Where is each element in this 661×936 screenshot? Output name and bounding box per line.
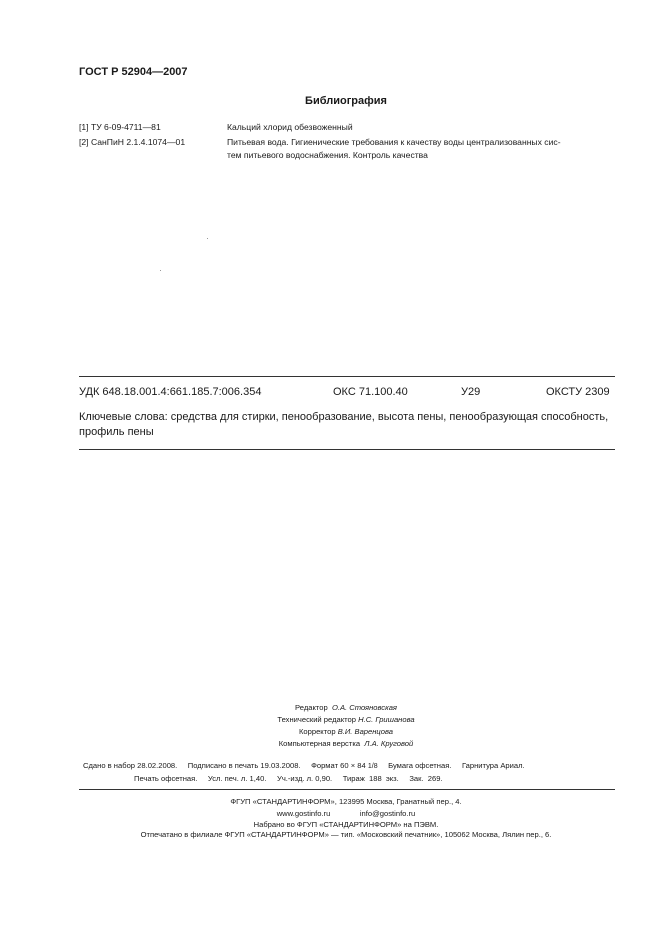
okstu-code: ОКСТУ 2309 xyxy=(546,386,610,398)
publisher-site: www.gostinfo.ru xyxy=(276,809,331,818)
bottom-rule xyxy=(79,449,615,450)
u-code: У29 xyxy=(461,386,481,398)
publisher-line3: Набрано во ФГУП «СТАНДАРТИНФОРМ» на ПЭВМ. xyxy=(253,820,439,829)
credit-tech-editor-label: Технический редактор xyxy=(277,715,356,724)
publisher-line4: Отпечатано в филиале ФГУП «СТАНДАРТИНФОРМ» — тип. «Московский печатник», 105062 Москва, Лялин пер., 6. xyxy=(140,830,552,839)
format-fraction: 1/8 xyxy=(367,763,378,770)
print-info-line1-tail: Бумага офсетная. Гарнитура Ариал. xyxy=(388,761,525,770)
document-header: ГОСТ Р 52904—2007 xyxy=(79,66,188,78)
oks-code: ОКС 71.100.40 xyxy=(333,386,408,398)
credit-corrector xyxy=(0,727,661,736)
credit-tech-editor xyxy=(0,715,661,724)
credit-tech-editor-name: Н.С. Гришанова xyxy=(358,715,415,724)
credit-layout xyxy=(0,739,661,748)
credit-editor-name: О.А. Стояновская xyxy=(331,703,397,712)
bibliography-text-2-line1: Питьевая вода. Гигиенические требования к качеству воды централизованных сис- xyxy=(227,137,561,147)
credit-layout-name: Л.А. Круговой xyxy=(364,739,414,748)
publisher-line1: ФГУП «СТАНДАРТИНФОРМ», 123995 Москва, Гранатный пер., 4. xyxy=(230,797,462,806)
publisher-email: info@gostinfo.ru xyxy=(359,809,416,818)
publisher-rule xyxy=(79,789,615,790)
print-info-line1 xyxy=(83,761,525,770)
top-rule xyxy=(79,376,615,377)
publisher-contacts xyxy=(0,809,661,818)
credit-corrector-name: В.И. Варенцова xyxy=(337,727,394,736)
bibliography-text-2-line2: тем питьевого водоснабжения. Контроль качества xyxy=(227,150,428,160)
bibliography-text-1: Кальций хлорид обезвоженный xyxy=(227,122,353,132)
credit-editor-label: Редактор xyxy=(295,703,328,712)
scan-speck xyxy=(160,270,161,271)
scan-speck xyxy=(207,238,208,239)
udk-code: УДК 648.18.001.4:661.185.7:006.354 xyxy=(79,386,262,398)
bibliography-title: Библиография xyxy=(305,95,387,107)
keywords: Ключевые слова: средства для стирки, пенообразование, высота пены, пенообразующая способность, профиль пены xyxy=(79,411,609,438)
bibliography-ref-2: [2] СанПиН 2.1.4.1074—01 xyxy=(79,137,186,147)
credit-corrector-label: Корректор xyxy=(298,727,336,736)
bibliography-ref-1: [1] ТУ 6-09-4711—81 xyxy=(79,122,161,132)
print-info-line2: Печать офсетная. Усл. печ. л. 1,40. Уч.-изд. л. 0,90. Тираж 188 экз. Зак. 269. xyxy=(134,774,443,783)
credit-editor xyxy=(0,703,661,712)
print-info-line1-main: Сдано в набор 28.02.2008. Подписано в печать 19.03.2008. Формат 60 × 84 xyxy=(83,761,366,770)
credit-layout-label: Компьютерная верстка xyxy=(278,739,361,748)
